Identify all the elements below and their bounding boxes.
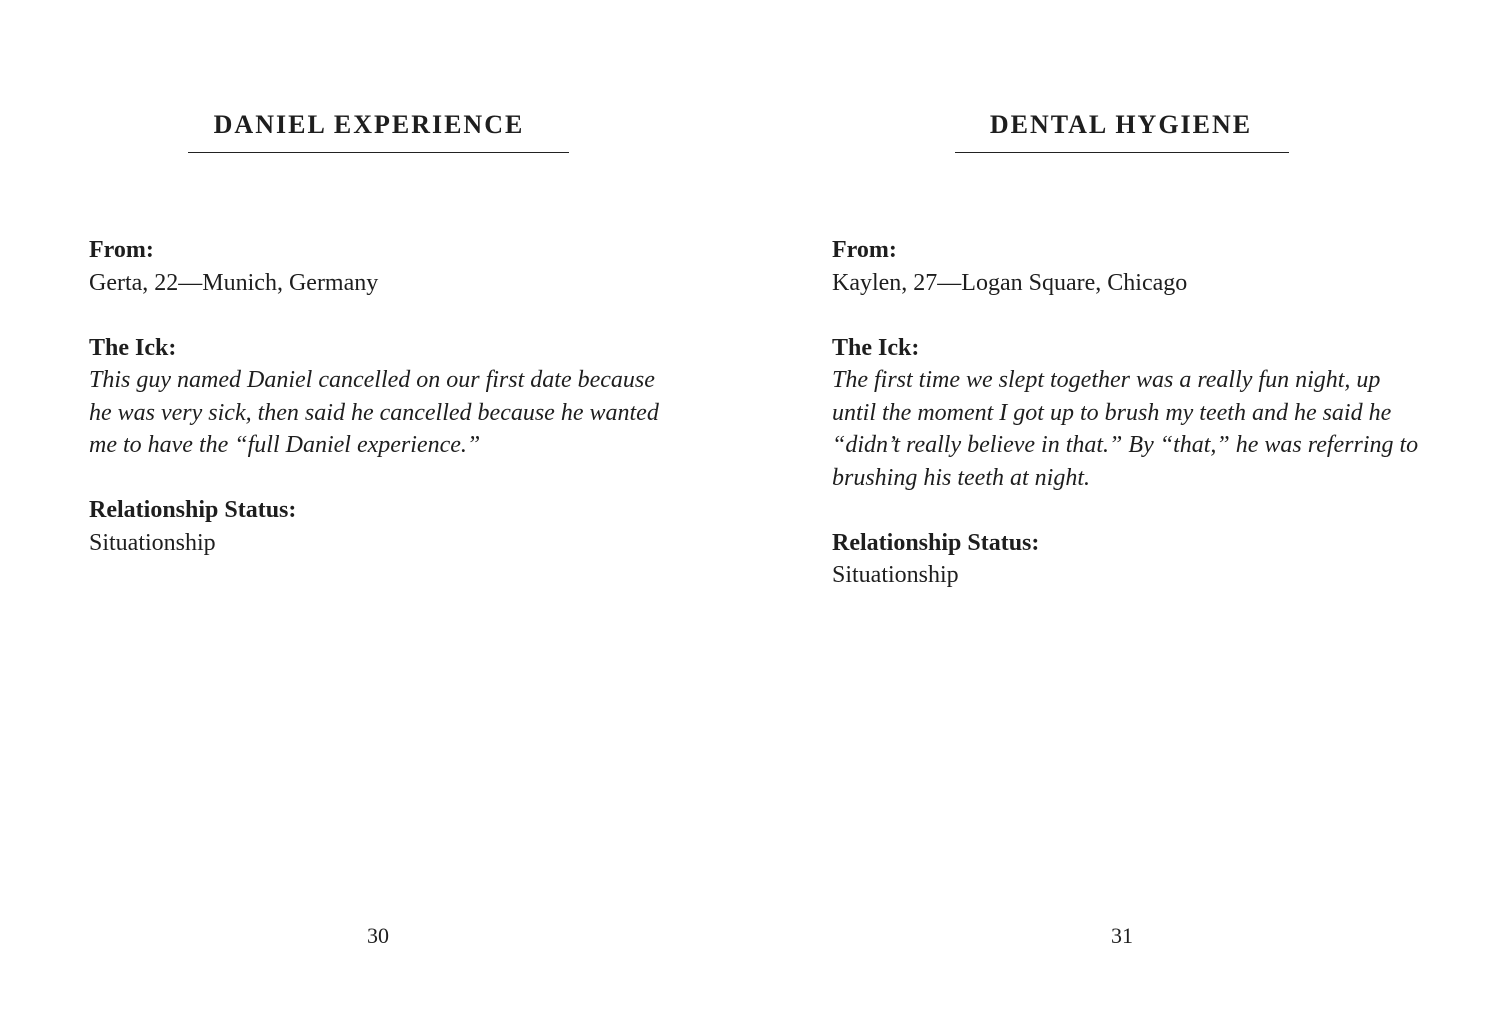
- ick-text: This guy named Daniel cancelled on our first date because he was very sick, then said he cancelled because he wanted me to have the “full Daniel experience.”: [89, 367, 659, 458]
- ick-label: The Ick:: [832, 334, 920, 361]
- title-underline: [188, 152, 569, 153]
- status-label: Relationship Status:: [89, 497, 297, 523]
- entry-content: [832, 234, 1422, 624]
- entry-content: [89, 234, 679, 592]
- from-value: Gerta, 22—Munich, Germany: [89, 269, 379, 296]
- status-value: Situationship: [89, 529, 216, 556]
- page-title: DENTAL HYGIENE: [989, 110, 1253, 139]
- ick-label: The Ick:: [89, 334, 177, 361]
- status-value: Situationship: [832, 562, 959, 588]
- status-label: Relationship Status:: [832, 529, 1040, 556]
- from-section: [832, 234, 1422, 299]
- ick-section: [89, 332, 679, 462]
- page-number: 31: [1111, 923, 1133, 948]
- ick-section: [832, 332, 1422, 495]
- page-title: DANIEL EXPERIENCE: [213, 110, 525, 139]
- ick-text: The first time we slept together was a really fun night, up until the moment I got up to brush my teeth and he said he “didn’t really believe in that.” By “that,” he was referring to brushing his teeth at night.: [832, 367, 1419, 491]
- from-section: [89, 234, 679, 299]
- title-underline: [955, 152, 1289, 153]
- from-label: From:: [832, 237, 897, 263]
- status-section: [89, 494, 679, 559]
- right-page: [750, 0, 1500, 1030]
- from-label: From:: [89, 237, 154, 263]
- status-section: [832, 527, 1422, 592]
- page-number: 30: [367, 923, 389, 948]
- from-value: Kaylen, 27—Logan Square, Chicago: [832, 269, 1188, 296]
